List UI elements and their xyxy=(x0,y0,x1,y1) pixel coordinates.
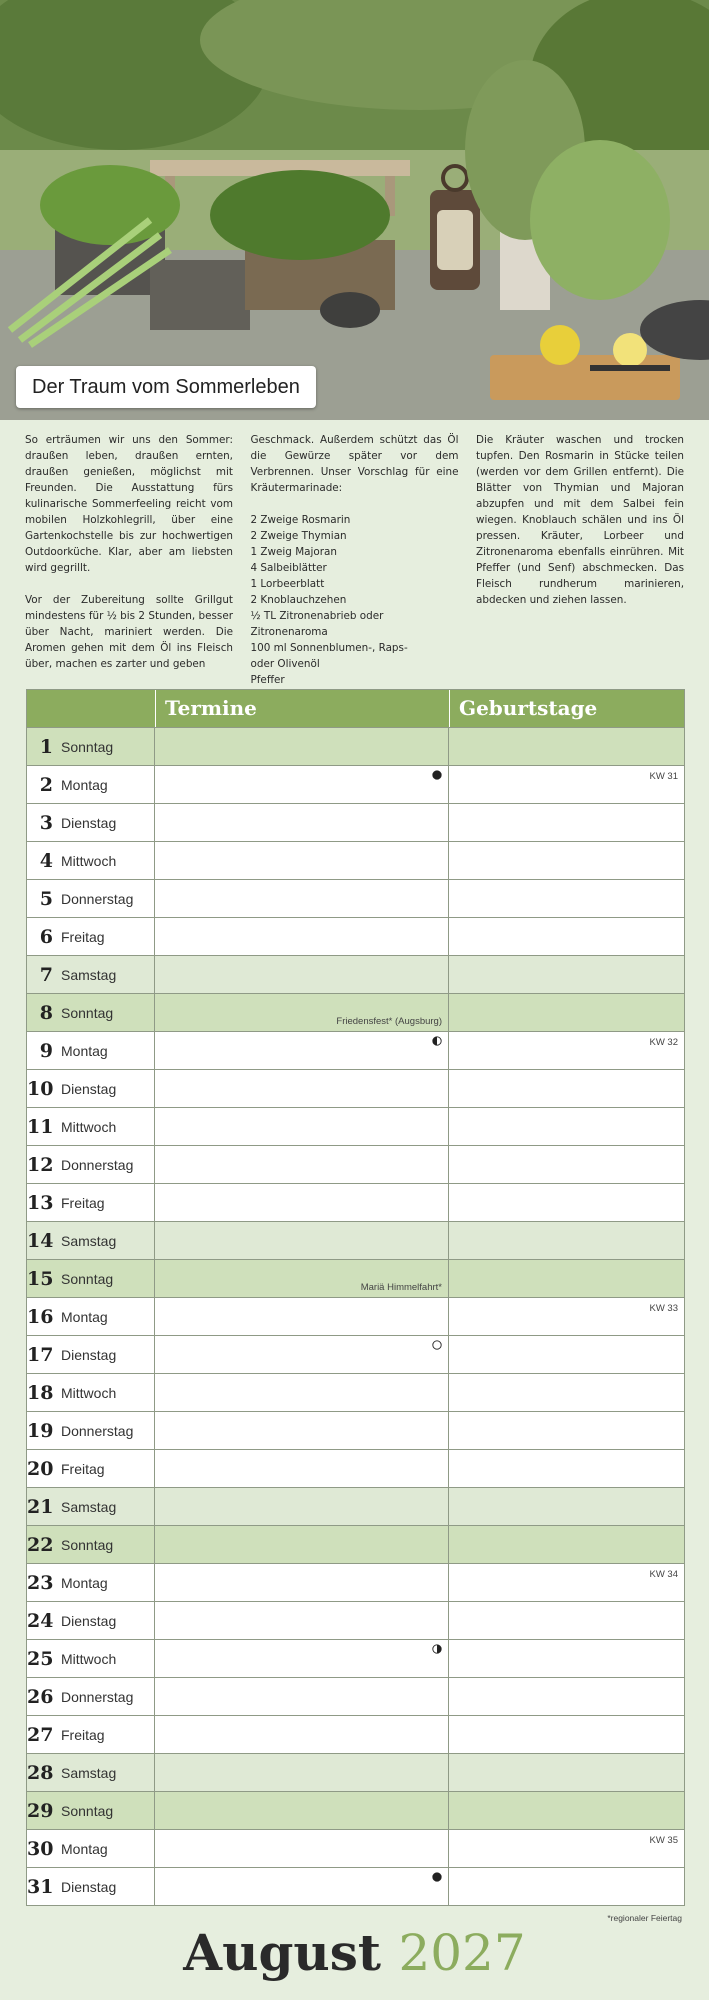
termine-cell[interactable] xyxy=(155,1374,449,1411)
ingredient-item: ½ TL Zitronenabrieb oder Zitronenaroma xyxy=(250,610,384,638)
weekday-name: Sonntag xyxy=(61,738,114,755)
header-photo xyxy=(0,0,709,420)
termine-cell[interactable] xyxy=(155,1602,449,1639)
geburtstage-cell[interactable] xyxy=(449,1792,684,1829)
day-cell xyxy=(27,1716,155,1753)
calendar-week-label: KW 32 xyxy=(649,1037,678,1048)
day-cell xyxy=(27,766,155,803)
day-cell xyxy=(27,1792,155,1829)
day-cell xyxy=(27,1184,155,1221)
geburtstage-cell[interactable] xyxy=(449,1450,684,1487)
day-number: 17 xyxy=(27,1343,54,1366)
intro-column-3 xyxy=(476,432,684,704)
intro-column-1 xyxy=(25,432,233,704)
day-cell xyxy=(27,1146,155,1183)
geburtstage-cell[interactable] xyxy=(449,1754,684,1791)
calendar-row xyxy=(27,994,684,1032)
calendar-row xyxy=(27,956,684,994)
termine-cell[interactable] xyxy=(155,1526,449,1563)
day-cell xyxy=(27,880,155,917)
weekday-name: Mittwoch xyxy=(61,852,117,869)
ingredient-item: 2 Knoblauchzehen xyxy=(250,594,347,606)
geburtstage-cell[interactable] xyxy=(449,994,684,1031)
day-cell xyxy=(27,1260,155,1297)
calendar-row xyxy=(27,880,684,918)
month-year: 2027 xyxy=(398,1924,526,1982)
day-number: 18 xyxy=(27,1381,54,1404)
day-number: 12 xyxy=(27,1153,54,1176)
day-cell xyxy=(27,1564,155,1601)
geburtstage-cell[interactable] xyxy=(449,1222,684,1259)
geburtstage-cell[interactable] xyxy=(449,1184,684,1221)
geburtstage-cell[interactable] xyxy=(449,1412,684,1449)
geburtstage-cell[interactable] xyxy=(449,1602,684,1639)
day-cell xyxy=(27,1108,155,1145)
geburtstage-cell[interactable] xyxy=(449,1336,684,1373)
day-cell xyxy=(27,1336,155,1373)
last-quarter-icon xyxy=(432,1036,442,1046)
geburtstage-cell[interactable] xyxy=(449,1032,684,1069)
day-number: 13 xyxy=(27,1191,54,1214)
weekday-name: Dienstag xyxy=(61,814,117,831)
day-number: 10 xyxy=(27,1077,54,1100)
day-number: 25 xyxy=(27,1647,54,1670)
footnote: *regionaler Feiertag xyxy=(607,1913,682,1923)
garden-table-illustration xyxy=(0,0,709,420)
day-cell xyxy=(27,1830,155,1867)
month-name: August xyxy=(183,1923,382,1982)
weekday-name: Donnerstag xyxy=(61,1422,134,1439)
ingredient-item: 1 Lorbeerblatt xyxy=(250,578,325,590)
ingredient-item: 1 Zweig Majoran xyxy=(250,546,338,558)
termine-cell[interactable] xyxy=(155,1184,449,1221)
geburtstage-cell[interactable] xyxy=(449,1298,684,1335)
day-number: 27 xyxy=(27,1723,54,1746)
calendar-row xyxy=(27,1640,684,1678)
termine-cell[interactable] xyxy=(155,1298,449,1335)
day-number: 15 xyxy=(27,1267,54,1290)
termine-cell[interactable] xyxy=(155,1792,449,1829)
termine-cell[interactable] xyxy=(155,1678,449,1715)
day-number: 24 xyxy=(27,1609,54,1632)
day-cell xyxy=(27,1298,155,1335)
calendar-week-label: KW 31 xyxy=(649,771,678,782)
day-cell xyxy=(27,994,155,1031)
day-cell xyxy=(27,1488,155,1525)
termine-cell[interactable] xyxy=(155,1830,449,1867)
day-cell xyxy=(27,1868,155,1905)
day-number: 19 xyxy=(27,1419,54,1442)
day-number: 6 xyxy=(39,925,53,948)
termine-cell[interactable] xyxy=(155,1108,449,1145)
ingredient-item: 2 Zweige Rosmarin xyxy=(250,514,351,526)
day-number: 30 xyxy=(27,1837,54,1860)
weekday-name: Donnerstag xyxy=(61,1156,134,1173)
geburtstage-cell[interactable] xyxy=(449,804,684,841)
geburtstage-cell[interactable] xyxy=(449,766,684,803)
day-number: 5 xyxy=(39,887,53,910)
first-quarter-icon xyxy=(432,1644,442,1654)
termine-cell[interactable] xyxy=(155,728,449,765)
weekday-name: Sonntag xyxy=(61,1536,114,1553)
full-moon-icon xyxy=(432,770,442,780)
calendar-row xyxy=(27,1792,684,1830)
weekday-name: Montag xyxy=(61,1042,108,1059)
calendar-row xyxy=(27,1336,684,1374)
termine-cell[interactable] xyxy=(155,1640,449,1677)
geburtstage-cell[interactable] xyxy=(449,1868,684,1905)
day-cell xyxy=(27,1526,155,1563)
header-day-cell xyxy=(27,690,156,727)
calendar-week-label: KW 33 xyxy=(649,1303,678,1314)
termine-cell[interactable] xyxy=(155,1032,449,1069)
weekday-name: Samstag xyxy=(61,1232,117,1249)
day-cell xyxy=(27,1222,155,1259)
geburtstage-cell[interactable] xyxy=(449,1526,684,1563)
calendar-week-label: KW 34 xyxy=(649,1569,678,1580)
day-number: 28 xyxy=(27,1761,54,1784)
termine-cell[interactable] xyxy=(155,880,449,917)
calendar-row xyxy=(27,1374,684,1412)
day-number: 9 xyxy=(39,1039,53,1062)
calendar-week-label: KW 35 xyxy=(649,1835,678,1846)
day-number: 20 xyxy=(27,1457,54,1480)
calendar-row xyxy=(27,1488,684,1526)
calendar-header-row xyxy=(27,690,684,728)
calendar-row xyxy=(27,804,684,842)
geburtstage-cell[interactable] xyxy=(449,880,684,917)
termine-cell[interactable] xyxy=(155,1754,449,1791)
geburtstage-cell[interactable] xyxy=(449,1108,684,1145)
calendar-row xyxy=(27,1146,684,1184)
calendar-row xyxy=(27,1602,684,1640)
day-number: 31 xyxy=(27,1875,54,1898)
geburtstage-cell[interactable] xyxy=(449,918,684,955)
day-cell xyxy=(27,1678,155,1715)
weekday-name: Freitag xyxy=(61,1726,105,1743)
day-cell xyxy=(27,1754,155,1791)
weekday-name: Samstag xyxy=(61,1498,117,1515)
day-cell xyxy=(27,1374,155,1411)
weekday-name: Montag xyxy=(61,1840,108,1857)
termine-cell[interactable] xyxy=(155,1222,449,1259)
termine-cell[interactable] xyxy=(155,1260,449,1297)
calendar-row xyxy=(27,1716,684,1754)
calendar-row xyxy=(27,1830,684,1868)
day-number: 21 xyxy=(27,1495,54,1518)
geburtstage-cell[interactable] xyxy=(449,1146,684,1183)
weekday-name: Montag xyxy=(61,1574,108,1591)
intro-paragraph: Vor der Zubereitung sollte Grillgut mindestens für ½ bis 2 Stunden, besser über Nacht, mariniert werden. Die Aromen gehen mit dem Öl ins Fleisch über, machen es zarter und geben xyxy=(25,594,233,670)
day-number: 29 xyxy=(27,1799,54,1822)
intro-text xyxy=(25,432,684,704)
weekday-name: Sonntag xyxy=(61,1802,114,1819)
day-number: 23 xyxy=(27,1571,54,1594)
calendar-row xyxy=(27,1754,684,1792)
new-moon-icon xyxy=(432,1340,442,1350)
day-cell xyxy=(27,1412,155,1449)
day-number: 14 xyxy=(27,1229,54,1252)
termine-cell[interactable] xyxy=(155,1564,449,1601)
recipe-intro: Geschmack. Außerdem schützt das Öl die Gewürze später vor dem Verbrennen. Unser Vorschlag für eine Kräutermarinade: xyxy=(250,434,459,494)
termine-cell[interactable] xyxy=(155,956,449,993)
day-cell xyxy=(27,1450,155,1487)
termine-cell[interactable] xyxy=(155,1488,449,1525)
calendar-row xyxy=(27,1564,684,1602)
termine-cell[interactable] xyxy=(155,1868,449,1905)
ingredient-item: Pfeffer xyxy=(250,674,285,686)
day-cell xyxy=(27,1640,155,1677)
day-cell xyxy=(27,1602,155,1639)
termine-cell[interactable] xyxy=(155,1412,449,1449)
weekday-name: Freitag xyxy=(61,1194,105,1211)
ingredient-list xyxy=(251,512,459,704)
termine-cell[interactable] xyxy=(155,842,449,879)
day-cell xyxy=(27,728,155,765)
weekday-name: Mittwoch xyxy=(61,1650,117,1667)
day-number: 7 xyxy=(39,963,53,986)
day-number: 3 xyxy=(39,811,53,834)
termine-cell[interactable] xyxy=(155,994,449,1031)
day-cell xyxy=(27,956,155,993)
weekday-name: Samstag xyxy=(61,966,117,983)
weekday-name: Donnerstag xyxy=(61,890,134,907)
ingredient-item: 2 Zweige Thymian xyxy=(250,530,347,542)
geburtstage-cell[interactable] xyxy=(449,1070,684,1107)
weekday-name: Dienstag xyxy=(61,1612,117,1629)
calendar-row xyxy=(27,1070,684,1108)
calendar-row xyxy=(27,918,684,956)
intro-paragraph: So erträumen wir uns den Sommer: draußen leben, draußen ernten, draußen genießen, möglichst mit Freunden. Die Ausstattung fürs kulinarische Sommerfeeling reicht vom mobilen Holzkohlegrill, über eine Gartenkochstelle bis zur hochwertigen Outdoorküche. Klar, aber am liebsten wird gegrillt. xyxy=(25,434,233,574)
geburtstage-cell[interactable] xyxy=(449,1564,684,1601)
weekday-name: Mittwoch xyxy=(61,1118,117,1135)
day-number: 11 xyxy=(27,1115,54,1138)
day-number: 22 xyxy=(27,1533,54,1556)
day-cell xyxy=(27,1032,155,1069)
day-number: 4 xyxy=(39,849,53,872)
weekday-name: Dienstag xyxy=(61,1080,117,1097)
holiday-note: Friedensfest* (Augsburg) xyxy=(336,1016,442,1027)
termine-cell[interactable] xyxy=(155,1070,449,1107)
day-cell xyxy=(27,918,155,955)
intro-column-2 xyxy=(251,432,459,704)
calendar-row xyxy=(27,1032,684,1070)
header-geburtstage: Geburtstage xyxy=(459,696,598,720)
calendar-row xyxy=(27,1222,684,1260)
calendar-row xyxy=(27,1678,684,1716)
calendar-row xyxy=(27,1526,684,1564)
termine-cell[interactable] xyxy=(155,766,449,803)
geburtstage-cell[interactable] xyxy=(449,728,684,765)
termine-cell[interactable] xyxy=(155,1450,449,1487)
calendar-row xyxy=(27,842,684,880)
calendar-row xyxy=(27,766,684,804)
weekday-name: Samstag xyxy=(61,1764,117,1781)
calendar-row xyxy=(27,1412,684,1450)
calendar-table xyxy=(26,689,685,1906)
geburtstage-cell[interactable] xyxy=(449,1716,684,1753)
termine-cell[interactable] xyxy=(155,804,449,841)
holiday-note: Mariä Himmelfahrt* xyxy=(360,1282,442,1293)
termine-cell[interactable] xyxy=(155,1146,449,1183)
day-number: 1 xyxy=(39,735,53,758)
termine-cell[interactable] xyxy=(155,1336,449,1373)
weekday-name: Dienstag xyxy=(61,1346,117,1363)
day-cell xyxy=(27,804,155,841)
weekday-name: Montag xyxy=(61,1308,108,1325)
ingredient-item: 100 ml Sonnenblumen-, Raps- xyxy=(250,642,408,654)
weekday-name: Freitag xyxy=(61,928,105,945)
day-number: 16 xyxy=(27,1305,54,1328)
weekday-name: Sonntag xyxy=(61,1004,114,1021)
termine-cell[interactable] xyxy=(155,1716,449,1753)
calendar-row xyxy=(27,1184,684,1222)
day-number: 8 xyxy=(39,1001,53,1024)
geburtstage-cell[interactable] xyxy=(449,1678,684,1715)
calendar-row xyxy=(27,1298,684,1336)
weekday-name: Sonntag xyxy=(61,1270,114,1287)
day-number: 2 xyxy=(39,773,53,796)
weekday-name: Mittwoch xyxy=(61,1384,117,1401)
weekday-name: Montag xyxy=(61,776,108,793)
recipe-steps: Die Kräuter waschen und trocken tupfen. Den Rosmarin in Stücke teilen (werden vor dem Grillen entfernt). Die Blätter von Thymian und Majoran abzupfen und mit dem Salbei fein wiegen. Knoblauch schälen und ins Öl pressen. Kräuter, Lorbeer und Zitronenaroma ebenfalls einrühren. Mit Pfeffer (und Senf) abschmecken. Das Fleisch rundherum marinieren, abdecken und ziehen lassen. xyxy=(476,434,684,606)
weekday-name: Freitag xyxy=(61,1460,105,1477)
full-moon-icon xyxy=(432,1872,442,1882)
calendar-row xyxy=(27,728,684,766)
geburtstage-cell[interactable] xyxy=(449,1488,684,1525)
calendar-row xyxy=(27,1868,684,1905)
month-title xyxy=(0,1918,709,1988)
day-cell xyxy=(27,842,155,879)
geburtstage-cell[interactable] xyxy=(449,1640,684,1677)
weekday-name: Donnerstag xyxy=(61,1688,134,1705)
ingredient-item: 4 Salbeiblätter xyxy=(250,562,327,574)
weekday-name: Dienstag xyxy=(61,1878,117,1895)
day-number: 26 xyxy=(27,1685,54,1708)
ingredient-item: oder Olivenöl xyxy=(250,658,320,670)
geburtstage-cell[interactable] xyxy=(449,1260,684,1297)
day-cell xyxy=(27,1070,155,1107)
photo-title: Der Traum vom Sommerleben xyxy=(16,366,316,408)
geburtstage-cell[interactable] xyxy=(449,956,684,993)
termine-cell[interactable] xyxy=(155,918,449,955)
calendar-row xyxy=(27,1260,684,1298)
header-termine: Termine xyxy=(156,690,450,727)
geburtstage-cell[interactable] xyxy=(449,842,684,879)
calendar-row xyxy=(27,1450,684,1488)
geburtstage-cell[interactable] xyxy=(449,1830,684,1867)
calendar-row xyxy=(27,1108,684,1146)
geburtstage-cell[interactable] xyxy=(449,1374,684,1411)
